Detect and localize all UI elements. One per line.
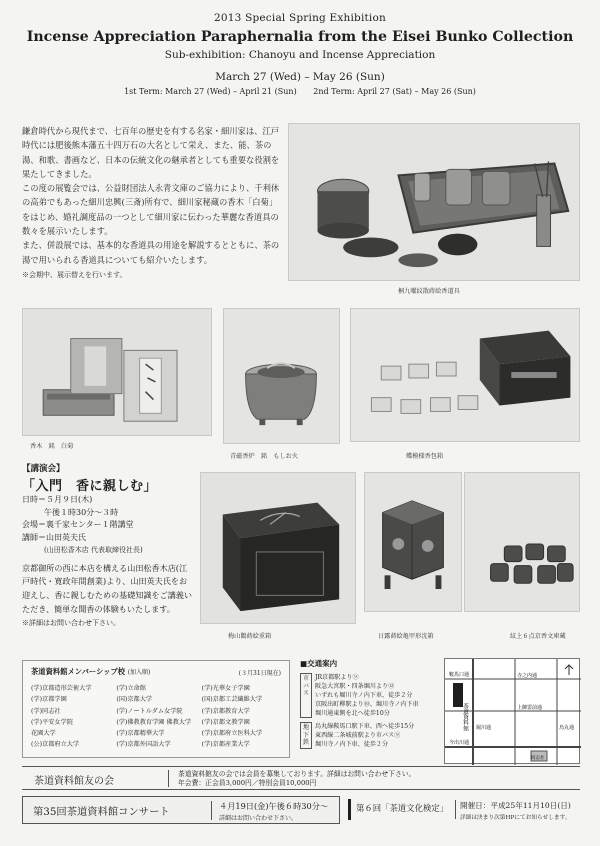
lecture-section xyxy=(22,462,194,628)
schools-list xyxy=(31,683,283,748)
school-item: (学)京都学園 xyxy=(31,696,67,704)
photo-incense-set xyxy=(288,123,580,281)
lecture-date: 日時＝５月９日(木) xyxy=(22,495,93,504)
intro-paragraph-3: また、併設展では、基本的な香道具の用途を解説するとともに、茶の湯で用いられる香道具についても紹介いたします。 xyxy=(22,240,280,265)
exam-accent-bar xyxy=(348,799,351,820)
school-item: (国)京都大学 xyxy=(116,696,153,704)
second-term: 2nd Term: April 27 (Sat) – May 26 (Sun) xyxy=(313,87,476,96)
bottom-events xyxy=(22,796,580,824)
exhibition-title: Incense Appreciation Paraphernalia from the Eisei Bunko Collection xyxy=(26,29,574,45)
caption-incense-set: 桐九曜紋散蒔絵香道具 xyxy=(398,288,460,295)
exam-divider xyxy=(455,800,456,819)
censer-image xyxy=(224,309,339,443)
incense-wood-image xyxy=(23,309,211,435)
access-row-subway xyxy=(300,722,440,749)
concert-box xyxy=(22,796,340,824)
school-item: (学)京都造形芸術大学 xyxy=(31,685,92,692)
bus-line: JR京都駅より⑨ xyxy=(315,674,359,681)
subtitle-line-1: Sub-exhibition: Chanoyu and Incense Appreciation xyxy=(164,49,436,61)
intro-paragraph-2: この度の展覧会では、公益財団法人永青文庫のご協力により、千利休の高弟でもあった細川忠興(三斎)所有で、細川家秘蔵の香木「白菊」をはじめ、婚礼調度品の一つとして細川家に伝わった華麗な香道具の数々を展示いたします。 xyxy=(22,183,280,237)
photo-censer xyxy=(223,308,340,444)
incense-jars-image xyxy=(465,473,579,611)
caption-censer: 青磁香炉 銘 もしお火 xyxy=(230,453,299,460)
lecture-heading: 【講演会】 xyxy=(22,464,65,474)
bus-line: いずれも堀川寺ノ内下車、徒歩２分 xyxy=(315,692,413,699)
caption-lacquer-chest: 梅山鵲蒔絵重箱 xyxy=(228,633,272,640)
friends-society-name: 茶道資料館友の会 xyxy=(34,776,114,787)
membership-schools-box xyxy=(22,660,290,758)
school-item: (学)立命館 xyxy=(116,685,146,692)
friends-divider xyxy=(168,770,169,787)
access-info xyxy=(300,658,440,749)
lecture-note: ※詳細はお問い合わせ下さい。 xyxy=(22,618,120,627)
intro-paragraph-1: 鎌倉時代から現代まで、七百年の歴史を有する名家・細川家は、江戸時代には肥後熊本藩五十四万石の大名として栄え、また、能、茶の湯、和歌、書画など、日本の伝統文化の継承者としても重要な役割を果たしてきました。 xyxy=(22,126,280,179)
exam-date: 開催日：平成25年11月10日(日) xyxy=(460,801,571,810)
exhibition-terms xyxy=(0,87,600,96)
school-item: (学)平安女学院 xyxy=(31,718,73,726)
friends-line-1: 茶道資料館友の会では会員を募集しております。詳細はお問い合わせ下さい。 xyxy=(178,770,416,778)
lecture-description: 京都御所の西に本店を構える山田松香木店(江戸時代・寛政年間創業)より、山田英夫氏をお迎えし、香に親しむための基礎知識をご講義いただき、簡単な聞香の体験もいたします。 xyxy=(22,562,192,614)
map-label: 烏丸通 xyxy=(559,725,575,731)
access-row-bus xyxy=(300,673,440,718)
subway-directions xyxy=(315,722,414,749)
intro-text xyxy=(22,124,280,282)
school-item: (学)京都教育大学 xyxy=(201,707,250,715)
school-item: (学)光華女子学園 xyxy=(201,685,250,692)
map-label: 堀川通 xyxy=(476,725,492,731)
concert-date: ４月19日(金)午後６時30分～ xyxy=(219,801,329,811)
lecture-title: 「入門 香に親しむ」 xyxy=(22,479,158,494)
first-term: 1st Term: March 27 (Wed) – April 21 (Sun) xyxy=(124,87,297,96)
subway-line: 烏丸線鞍馬口駅下車、西へ徒歩15分 xyxy=(315,723,415,730)
school-item: (学)京都産業大学 xyxy=(201,741,250,749)
subway-line: 堀川寺ノ内下車、徒歩２分 xyxy=(315,741,389,748)
exam-box xyxy=(348,796,580,824)
bus-line: 堀川通東側を北へ徒歩10分 xyxy=(315,710,390,717)
friends-society-bar xyxy=(22,766,580,790)
school-item: (国)京都工芸繊維大学 xyxy=(201,696,263,704)
bus-line: 京阪出町柳駅より⑩、堀川寺ノ内下車 xyxy=(315,701,419,708)
lecturer-affiliation: (山田松香木店 代表取締役社長) xyxy=(44,546,143,554)
map-venue-label: 茶道資料館 xyxy=(462,703,468,731)
caption-incense-box: 蝶模様香包箱 xyxy=(406,453,444,460)
school-item: (学)同志社 xyxy=(31,707,61,715)
map-label: 鞍馬口通 xyxy=(449,672,470,678)
school-item: 花園大学 xyxy=(31,730,56,738)
school-item: (学)佛教教育学園 佛教大学 xyxy=(116,718,192,726)
photo-hexagon-box xyxy=(364,472,462,612)
hexagon-box-image xyxy=(365,473,461,611)
bus-directions xyxy=(315,673,419,718)
schools-title xyxy=(31,667,150,677)
school-item: (学)京都精華大学 xyxy=(116,730,165,738)
lecture-time: 午後１時30分～３時 xyxy=(44,507,119,517)
friends-line-2: 年会費：正会員3,000円／特別会員10,000円 xyxy=(178,779,317,787)
concert-divider xyxy=(211,801,212,820)
intro-note: ※会期中、展示替えを行います。 xyxy=(22,270,127,279)
exam-note: 詳細は決まり次第HPにてお知らせします。 xyxy=(460,815,571,821)
photo-lacquer-chest xyxy=(200,472,356,624)
caption-incense-jars: 紋上６点京香文庫蔵 xyxy=(510,633,566,640)
school-item: (学)京都外国語大学 xyxy=(116,741,171,749)
bus-label: 市バス xyxy=(300,673,312,718)
exhibition-subtitle xyxy=(0,49,600,62)
incense-box-image xyxy=(351,309,579,441)
friends-description xyxy=(178,770,415,788)
location-map xyxy=(444,658,580,764)
caption-incense-wood: 香木 銘 白菊 xyxy=(30,443,74,450)
subway-line: 東西線二条城前駅より市バス⑨ xyxy=(315,732,401,739)
concert-note: 詳細はお問い合わせ下さい。 xyxy=(219,815,298,822)
map-label: 上御霊前通 xyxy=(517,705,543,711)
bus-line: 阪急大宮駅・四条堀川より⑫ xyxy=(315,683,395,690)
photo-incense-wood xyxy=(22,308,212,436)
lacquer-chest-image xyxy=(201,473,355,623)
exhibition-year-line: 2013 Special Spring Exhibition xyxy=(214,12,386,24)
map-label: 寺之内通 xyxy=(517,673,538,679)
photo-incense-box xyxy=(350,308,580,442)
concert-name: 第35回茶道資料館コンサート xyxy=(33,806,170,818)
map-graphic xyxy=(445,659,581,765)
lecture-venue: 会場＝裏千家センター１階講堂 xyxy=(22,520,134,529)
map-label: 同志社 xyxy=(531,756,545,761)
lecture-lecturer: 講師＝山田英夫氏 xyxy=(22,532,86,542)
incense-set-image xyxy=(289,124,579,280)
exam-name: 第６回「茶道文化検定」 xyxy=(356,803,449,813)
subway-label: 地下鉄 xyxy=(300,722,312,749)
map-label: 今出川通 xyxy=(449,740,470,746)
schools-title-text: 茶道資料館メンバーシップ校 xyxy=(31,667,126,676)
school-item: (学)京都文教学園 xyxy=(201,718,250,726)
exhibition-header xyxy=(0,12,600,96)
exhibition-dates: March 27 (Wed) – May 26 (Sun) xyxy=(215,71,385,83)
school-item: (公)京都府立大学 xyxy=(31,741,80,749)
access-title: ■交通案内 xyxy=(300,659,338,668)
photo-incense-jars xyxy=(464,472,580,612)
school-item: (学)ノートルダム女学院 xyxy=(116,707,183,715)
caption-hexagon-box: 日露蒔絵亀甲形沈箱 xyxy=(378,633,434,640)
schools-as-of-date: (３月31日現在) xyxy=(238,670,281,677)
schools-order-note: (加入順) xyxy=(127,669,151,676)
school-item: (学)京都府立医科大学 xyxy=(201,730,263,738)
